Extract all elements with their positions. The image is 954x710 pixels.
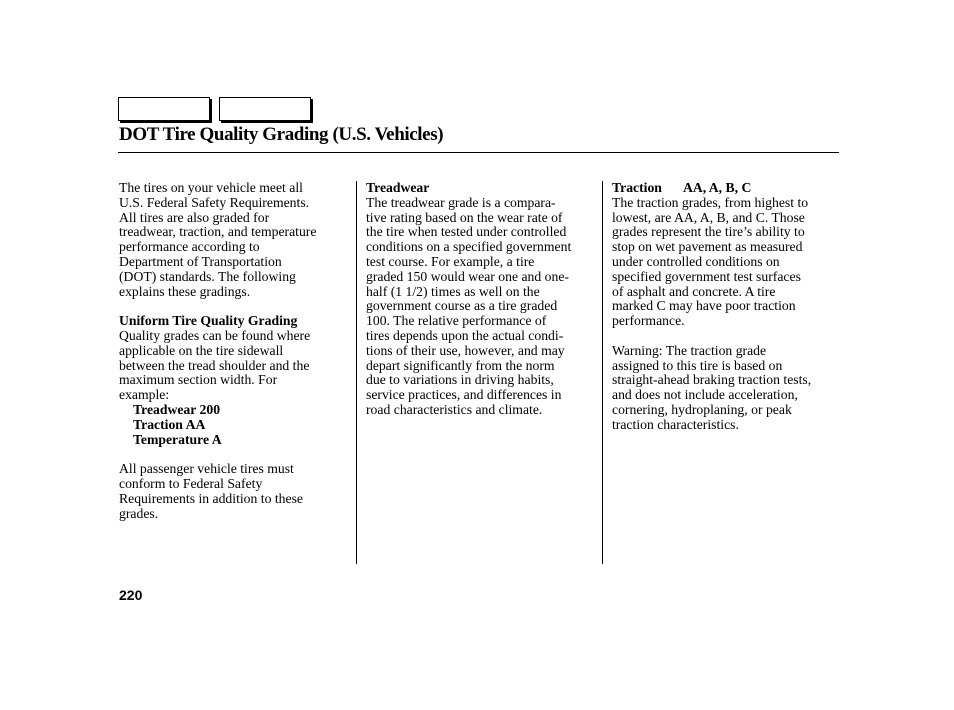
treadwear-line: The treadwear grade is a compara- bbox=[366, 194, 556, 210]
treadwear-line: tires depends upon the actual condi- bbox=[366, 327, 564, 343]
intro-line: Department of Transportation bbox=[119, 253, 282, 269]
uniform-line: between the tread shoulder and the bbox=[119, 357, 310, 373]
treadwear-line: conditions on a specified government bbox=[366, 239, 572, 255]
treadwear-line: graded 150 would wear one and one- bbox=[366, 268, 569, 284]
traction-line: marked C may have poor traction bbox=[612, 298, 796, 314]
warning-line: traction characteristics. bbox=[612, 416, 739, 432]
page-number: 220 bbox=[119, 587, 143, 603]
main-menu-button[interactable] bbox=[118, 97, 210, 121]
title-rule bbox=[118, 152, 839, 153]
example-temperature: Temperature A bbox=[133, 431, 222, 447]
column-divider bbox=[356, 181, 357, 564]
intro-line: treadwear, traction, and temperature bbox=[119, 224, 317, 240]
intro-line: All tires are also graded for bbox=[119, 209, 270, 225]
treadwear-line: test course. For example, a tire bbox=[366, 253, 535, 269]
treadwear-line: depart significantly from the norm bbox=[366, 357, 555, 373]
index-button[interactable] bbox=[219, 97, 311, 121]
uniform-line: applicable on the tire sidewall bbox=[119, 342, 284, 358]
closing-line: conform to Federal Safety bbox=[119, 475, 263, 491]
uniform-line: Quality grades can be found where bbox=[119, 327, 311, 343]
column-divider bbox=[602, 181, 603, 564]
traction-line: grades represent the tire’s ability to bbox=[612, 224, 805, 240]
warning-line: straight-ahead braking traction tests, bbox=[612, 372, 812, 388]
intro-line: explains these gradings. bbox=[119, 283, 251, 299]
uniform-line: maximum section width. For bbox=[119, 372, 278, 388]
intro-line: performance according to bbox=[119, 239, 260, 255]
treadwear-line: road characteristics and climate. bbox=[366, 401, 543, 417]
intro-line: The tires on your vehicle meet all bbox=[119, 180, 303, 195]
uniform-line: example: bbox=[119, 387, 170, 403]
treadwear-heading: Treadwear bbox=[366, 180, 430, 195]
traction-heading: Traction bbox=[612, 180, 662, 195]
treadwear-line: due to variations in driving habits, bbox=[366, 372, 554, 388]
traction-heading-row bbox=[612, 181, 842, 196]
intro-line: U.S. Federal Safety Requirements. bbox=[119, 194, 310, 210]
traction-grades: AA, A, B, C bbox=[682, 180, 752, 195]
warning-line: Warning: The traction grade bbox=[612, 342, 767, 358]
example-traction: Traction AA bbox=[133, 416, 206, 432]
traction-line: lowest, are AA, A, B, and C. Those bbox=[612, 209, 805, 225]
traction-line: performance. bbox=[612, 313, 685, 329]
treadwear-line: 100. The relative performance of bbox=[366, 313, 547, 329]
traction-line: of asphalt and concrete. A tire bbox=[612, 283, 776, 299]
column-intro bbox=[119, 181, 349, 521]
column-treadwear bbox=[366, 181, 596, 418]
treadwear-line: tions of their use, however, and may bbox=[366, 342, 565, 358]
treadwear-line: government course as a tire graded bbox=[366, 298, 558, 314]
traction-line: The traction grades, from highest to bbox=[612, 194, 809, 210]
traction-line: specified government test surfaces bbox=[612, 268, 801, 284]
warning-line: assigned to this tire is based on bbox=[612, 357, 783, 373]
closing-line: All passenger vehicle tires must bbox=[119, 461, 294, 477]
closing-line: grades. bbox=[119, 505, 159, 521]
closing-line: Requirements in addition to these bbox=[119, 490, 303, 506]
traction-line: stop on wet pavement as measured bbox=[612, 239, 803, 255]
treadwear-line: the tire when tested under controlled bbox=[366, 224, 567, 240]
column-traction bbox=[612, 181, 842, 433]
intro-line: (DOT) standards. The following bbox=[119, 268, 296, 284]
warning-line: cornering, hydroplaning, or peak bbox=[612, 401, 792, 417]
treadwear-line: service practices, and differences in bbox=[366, 387, 562, 403]
uniform-heading: Uniform Tire Quality Grading bbox=[119, 313, 298, 329]
example-treadwear: Treadwear 200 bbox=[133, 401, 221, 417]
treadwear-line: tive rating based on the wear rate of bbox=[366, 209, 563, 225]
page-title: DOT Tire Quality Grading (U.S. Vehicles) bbox=[119, 124, 444, 145]
traction-line: under controlled conditions on bbox=[612, 253, 780, 269]
warning-line: and does not include acceleration, bbox=[612, 387, 798, 403]
treadwear-line: half (1 1/2) times as well on the bbox=[366, 283, 540, 299]
